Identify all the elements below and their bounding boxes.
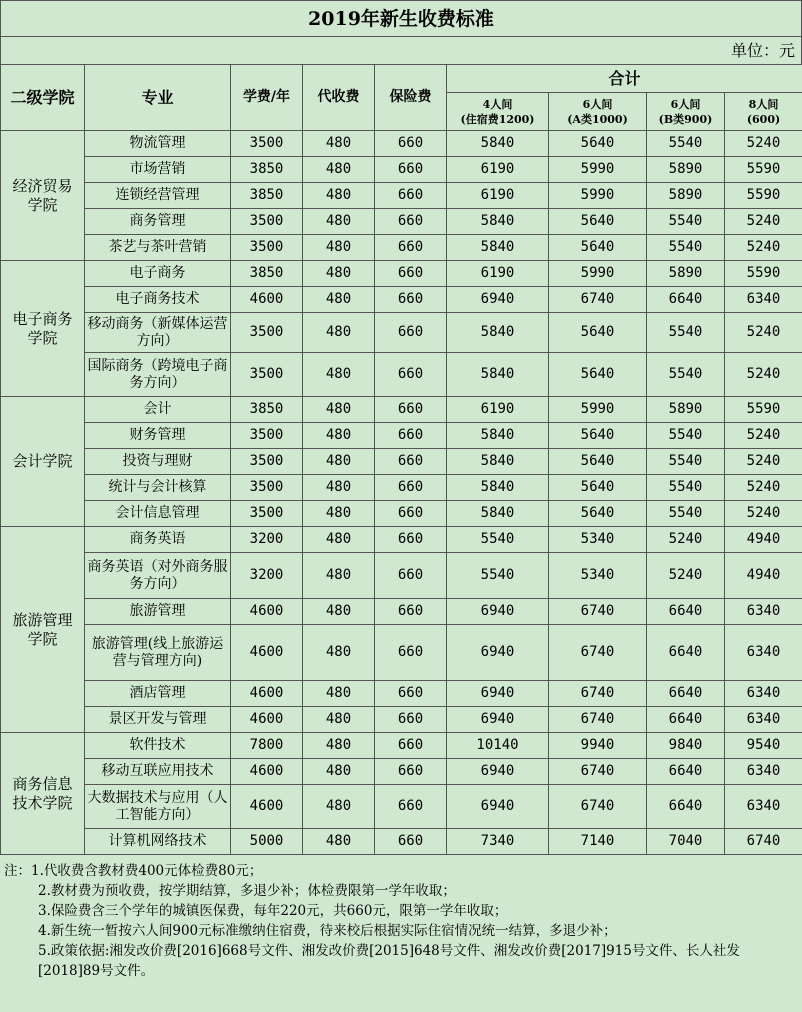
table-row [1,261,802,287]
total-room8-cell: 4940 [725,527,802,553]
total-room4-cell: 5840 [447,353,549,397]
header-room6a: 6人间 (A类1000) [549,93,647,131]
total-room6b-cell: 5540 [647,353,725,397]
total-room4-cell: 6940 [447,707,549,733]
tuition-cell: 3500 [231,423,303,449]
header-room6b: 6人间 (B类900) [647,93,725,131]
agency-cell: 480 [303,625,375,681]
total-room4-cell: 6190 [447,183,549,209]
table-row [1,353,802,397]
insurance-cell: 660 [375,501,447,527]
total-room6b-cell: 5240 [647,527,725,553]
total-room8-cell: 5590 [725,157,802,183]
total-room6a-cell: 6740 [549,785,647,829]
agency-cell: 480 [303,131,375,157]
tuition-cell: 4600 [231,599,303,625]
total-room8-cell: 5590 [725,261,802,287]
agency-cell: 480 [303,553,375,599]
college-cell: 旅游管理 学院 [1,527,85,733]
total-room4-cell: 10140 [447,733,549,759]
total-room6a-cell: 5640 [549,313,647,353]
major-cell: 茶艺与茶叶营销 [85,235,231,261]
tuition-cell: 3500 [231,501,303,527]
insurance-cell: 660 [375,423,447,449]
total-room4-cell: 6190 [447,261,549,287]
total-room8-cell: 6340 [725,785,802,829]
total-room4-cell: 6940 [447,785,549,829]
major-cell: 财务管理 [85,423,231,449]
insurance-cell: 660 [375,527,447,553]
total-room6a-cell: 5340 [549,553,647,599]
notes-section [0,855,802,981]
table-row [1,733,802,759]
agency-cell: 480 [303,423,375,449]
insurance-cell: 660 [375,209,447,235]
total-room6b-cell: 6640 [647,681,725,707]
major-cell: 物流管理 [85,131,231,157]
major-cell: 市场营销 [85,157,231,183]
total-room6b-cell: 5540 [647,235,725,261]
table-row [1,157,802,183]
fee-table-body [1,131,802,855]
unit-label: 单位：元 [0,36,802,64]
total-room6b-cell: 6640 [647,759,725,785]
total-room4-cell: 5840 [447,501,549,527]
agency-cell: 480 [303,209,375,235]
tuition-cell: 3850 [231,183,303,209]
total-room6b-cell: 6640 [647,599,725,625]
tuition-cell: 3200 [231,527,303,553]
tuition-cell: 3500 [231,449,303,475]
major-cell: 商务英语 [85,527,231,553]
total-room8-cell: 5240 [725,131,802,157]
total-room4-cell: 6940 [447,759,549,785]
table-row [1,235,802,261]
total-room4-cell: 5840 [447,475,549,501]
total-room8-cell: 5590 [725,397,802,423]
total-room6a-cell: 5640 [549,209,647,235]
total-room6b-cell: 5540 [647,501,725,527]
major-cell: 大数据技术与应用（人工智能方向） [85,785,231,829]
table-row [1,681,802,707]
total-room4-cell: 6940 [447,287,549,313]
header-tuition: 学费/年 [231,65,303,131]
total-room6a-cell: 5990 [549,397,647,423]
insurance-cell: 660 [375,681,447,707]
total-room6b-cell: 5540 [647,449,725,475]
major-cell: 投资与理财 [85,449,231,475]
total-room8-cell: 6340 [725,707,802,733]
major-cell: 电子商务 [85,261,231,287]
major-cell: 旅游管理 [85,599,231,625]
total-room4-cell: 6940 [447,625,549,681]
tuition-cell: 4600 [231,759,303,785]
total-room6a-cell: 6740 [549,759,647,785]
major-cell: 统计与会计核算 [85,475,231,501]
tuition-cell: 3500 [231,131,303,157]
tuition-cell: 3850 [231,397,303,423]
note-2: 2.教材费为预收费，按学期结算，多退少补；体检费限第一学年收取； [38,883,456,899]
total-room4-cell: 5840 [447,449,549,475]
table-row [1,183,802,209]
tuition-cell: 3500 [231,235,303,261]
total-room6b-cell: 5540 [647,313,725,353]
header-insurance: 保险费 [375,65,447,131]
note-3: 3.保险费含三个学年的城镇医保费，每年220元，共660元，限第一学年收取； [38,903,508,919]
tuition-cell: 4600 [231,625,303,681]
insurance-cell: 660 [375,785,447,829]
insurance-cell: 660 [375,625,447,681]
note-4: 4.新生统一暂按六人间900元标准缴纳住宿费，待来校后根据实际住宿情况统一结算，多退少补； [38,923,617,939]
total-room8-cell: 5240 [725,501,802,527]
header-room8: 8人间 (600) [725,93,802,131]
insurance-cell: 660 [375,475,447,501]
table-row [1,287,802,313]
header-major: 专业 [85,65,231,131]
tuition-cell: 3500 [231,475,303,501]
tuition-cell: 5000 [231,829,303,855]
insurance-cell: 660 [375,157,447,183]
agency-cell: 480 [303,707,375,733]
total-room6a-cell: 6740 [549,599,647,625]
major-cell: 商务管理 [85,209,231,235]
table-row [1,397,802,423]
tuition-cell: 3850 [231,261,303,287]
total-room4-cell: 5840 [447,313,549,353]
insurance-cell: 660 [375,599,447,625]
agency-cell: 480 [303,733,375,759]
total-room6b-cell: 6640 [647,707,725,733]
total-room4-cell: 5840 [447,209,549,235]
agency-cell: 480 [303,785,375,829]
total-room6a-cell: 5640 [549,501,647,527]
insurance-cell: 660 [375,449,447,475]
total-room6a-cell: 5640 [549,423,647,449]
total-room6a-cell: 5640 [549,353,647,397]
total-room6a-cell: 6740 [549,287,647,313]
total-room6a-cell: 5640 [549,475,647,501]
total-room4-cell: 6190 [447,397,549,423]
insurance-cell: 660 [375,759,447,785]
total-room8-cell: 5240 [725,449,802,475]
total-room4-cell: 5840 [447,423,549,449]
tuition-cell: 3200 [231,553,303,599]
total-room6b-cell: 5890 [647,183,725,209]
total-room6b-cell: 5540 [647,423,725,449]
total-room6b-cell: 6640 [647,287,725,313]
table-row [1,707,802,733]
total-room6b-cell: 5240 [647,553,725,599]
total-room4-cell: 5840 [447,235,549,261]
total-room8-cell: 5240 [725,235,802,261]
tuition-cell: 4600 [231,707,303,733]
insurance-cell: 660 [375,183,447,209]
tuition-cell: 4600 [231,287,303,313]
major-cell: 酒店管理 [85,681,231,707]
note-5: 5.政策依据:湘发改价费[2016]668号文件、湘发改价费[2015]648号文件、湘发改价费[2017]915号文件、长人社发[2018]89号文件。 [38,943,740,979]
tuition-cell: 4600 [231,785,303,829]
total-room8-cell: 6340 [725,287,802,313]
agency-cell: 480 [303,157,375,183]
table-row [1,501,802,527]
total-room8-cell: 5240 [725,353,802,397]
insurance-cell: 660 [375,313,447,353]
total-room4-cell: 7340 [447,829,549,855]
insurance-cell: 660 [375,733,447,759]
total-room8-cell: 6340 [725,625,802,681]
total-room8-cell: 5240 [725,313,802,353]
total-room4-cell: 5540 [447,527,549,553]
total-room6b-cell: 6640 [647,625,725,681]
total-room8-cell: 5240 [725,209,802,235]
agency-cell: 480 [303,449,375,475]
table-row [1,527,802,553]
table-row [1,599,802,625]
major-cell: 连锁经营管理 [85,183,231,209]
total-room6a-cell: 7140 [549,829,647,855]
major-cell: 移动商务（新媒体运营方向） [85,313,231,353]
table-row [1,449,802,475]
header-room4: 4人间 (住宿费1200) [447,93,549,131]
total-room6b-cell: 5890 [647,157,725,183]
major-cell: 国际商务（跨境电子商务方向） [85,353,231,397]
college-cell: 商务信息 技术学院 [1,733,85,855]
total-room6a-cell: 6740 [549,625,647,681]
college-cell: 电子商务 学院 [1,261,85,397]
total-room6b-cell: 7040 [647,829,725,855]
header-college: 二级学院 [1,65,85,131]
major-cell: 计算机网络技术 [85,829,231,855]
total-room4-cell: 6940 [447,599,549,625]
agency-cell: 480 [303,475,375,501]
table-row [1,829,802,855]
table-row [1,625,802,681]
total-room6b-cell: 5890 [647,397,725,423]
total-room8-cell: 9540 [725,733,802,759]
total-room6a-cell: 5990 [549,261,647,287]
total-room8-cell: 6340 [725,599,802,625]
major-cell: 商务英语（对外商务服务方向） [85,553,231,599]
major-cell: 软件技术 [85,733,231,759]
total-room8-cell: 5240 [725,423,802,449]
major-cell: 会计信息管理 [85,501,231,527]
total-room4-cell: 6940 [447,681,549,707]
agency-cell: 480 [303,287,375,313]
table-row [1,313,802,353]
total-room6a-cell: 6740 [549,707,647,733]
tuition-cell: 3500 [231,353,303,397]
total-room8-cell: 6740 [725,829,802,855]
total-room8-cell: 5590 [725,183,802,209]
agency-cell: 480 [303,235,375,261]
total-room6a-cell: 5990 [549,183,647,209]
total-room8-cell: 6340 [725,681,802,707]
total-room6b-cell: 5540 [647,131,725,157]
insurance-cell: 660 [375,707,447,733]
major-cell: 景区开发与管理 [85,707,231,733]
table-row [1,209,802,235]
table-row [1,759,802,785]
tuition-cell: 7800 [231,733,303,759]
agency-cell: 480 [303,501,375,527]
major-cell: 电子商务技术 [85,287,231,313]
table-row [1,553,802,599]
total-room4-cell: 6190 [447,157,549,183]
header-agency: 代收费 [303,65,375,131]
total-room6a-cell: 6740 [549,681,647,707]
total-room6a-cell: 5640 [549,235,647,261]
total-room8-cell: 6340 [725,759,802,785]
insurance-cell: 660 [375,261,447,287]
document-title: 2019年新生收费标准 [0,0,802,36]
total-room4-cell: 5540 [447,553,549,599]
agency-cell: 480 [303,681,375,707]
table-row [1,785,802,829]
insurance-cell: 660 [375,235,447,261]
agency-cell: 480 [303,599,375,625]
agency-cell: 480 [303,829,375,855]
total-room6a-cell: 5990 [549,157,647,183]
total-room6a-cell: 5340 [549,527,647,553]
total-room6b-cell: 5540 [647,209,725,235]
college-cell: 会计学院 [1,397,85,527]
insurance-cell: 660 [375,553,447,599]
insurance-cell: 660 [375,353,447,397]
agency-cell: 480 [303,353,375,397]
agency-cell: 480 [303,397,375,423]
total-room6a-cell: 9940 [549,733,647,759]
major-cell: 旅游管理(线上旅游运营与管理方向) [85,625,231,681]
agency-cell: 480 [303,527,375,553]
total-room6b-cell: 5540 [647,475,725,501]
table-row [1,131,802,157]
agency-cell: 480 [303,183,375,209]
total-room4-cell: 5840 [447,131,549,157]
insurance-cell: 660 [375,287,447,313]
total-room8-cell: 4940 [725,553,802,599]
major-cell: 会计 [85,397,231,423]
tuition-cell: 3500 [231,313,303,353]
total-room8-cell: 5240 [725,475,802,501]
total-room6a-cell: 5640 [549,131,647,157]
total-room6a-cell: 5640 [549,449,647,475]
header-total: 合计 [447,65,802,93]
agency-cell: 480 [303,261,375,287]
total-room6b-cell: 9840 [647,733,725,759]
tuition-cell: 4600 [231,681,303,707]
insurance-cell: 660 [375,397,447,423]
college-cell: 经济贸易 学院 [1,131,85,261]
total-room6b-cell: 6640 [647,785,725,829]
table-row [1,423,802,449]
total-room6b-cell: 5890 [647,261,725,287]
major-cell: 移动互联应用技术 [85,759,231,785]
fee-table [0,64,802,855]
insurance-cell: 660 [375,829,447,855]
agency-cell: 480 [303,313,375,353]
tuition-cell: 3500 [231,209,303,235]
note-1: 注：1.代收费含教材费400元体检费80元； [4,863,263,879]
table-row [1,475,802,501]
insurance-cell: 660 [375,131,447,157]
agency-cell: 480 [303,759,375,785]
tuition-cell: 3850 [231,157,303,183]
